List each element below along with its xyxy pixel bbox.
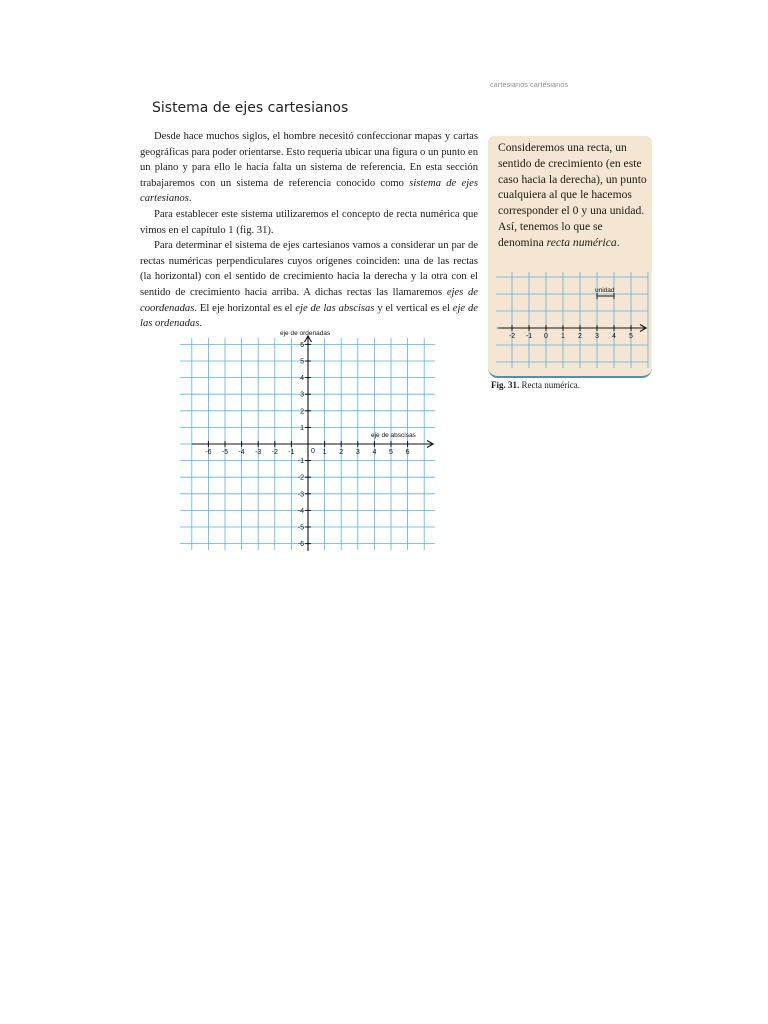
- sidebar-text: [498, 140, 648, 251]
- paragraph-1-end: .: [188, 193, 192, 205]
- figure-caption: [491, 380, 580, 390]
- number-line-figure: [488, 264, 652, 372]
- y-tick-label: -4: [297, 507, 304, 515]
- paragraph-3: [140, 238, 478, 332]
- y-tick-label: -5: [297, 524, 304, 532]
- x-tick-label: 1: [322, 449, 327, 456]
- nl-tick-label: 0: [544, 333, 548, 340]
- y-tick-label: -6: [297, 541, 304, 549]
- y-tick-label: 3: [300, 391, 304, 399]
- paragraph-3-text-2: . El eje horizontal es el: [194, 302, 296, 314]
- number-line-grid: [496, 272, 648, 368]
- unit-label: unidad: [595, 287, 615, 294]
- body-text: [140, 129, 478, 332]
- y-tick-label: -2: [297, 474, 304, 482]
- x-axis-label: eje de abscisas: [371, 432, 416, 439]
- sidebar-text-body: Consideremos una recta, un sentido de crecimiento (en este caso hacia la derecha), un punto cualquiera al que le hacemos corresponder el 0 y una unidad. Así, tenemos lo que se denomina: [498, 141, 647, 249]
- paragraph-1-text: Desde hace muchos siglos, el hombre necesitó confeccionar mapas y cartas geográficas para poder orientarse. Esto requería ubicar una figura o un punto en un plano y para ello le hacía falta un sistema de referencia. En esta sección trabajaremos con un sistema de referencia conocido como: [140, 131, 478, 189]
- nl-tick-label: 5: [629, 333, 633, 340]
- figure-caption-text: Recta numérica.: [521, 380, 580, 390]
- y-tick-label: 4: [300, 375, 304, 383]
- sidebar-text-end: .: [616, 235, 620, 249]
- y-axis-label: eje de ordenadas: [280, 330, 331, 337]
- number-line-ticks: [509, 293, 633, 340]
- cartesian-graph: [170, 326, 440, 556]
- nl-tick-label: 3: [595, 333, 599, 340]
- x-tick-label: -3: [255, 449, 262, 456]
- paragraph-2: Para establecer este sistema utilizaremos el concepto de recta numérica que vimos en el capítulo 1 (fig. 31).: [140, 208, 478, 236]
- x-tick-label: 5: [389, 449, 393, 456]
- term-recta-numerica: recta numérica: [546, 235, 617, 249]
- running-header: cartesianos cartesianos: [490, 82, 569, 89]
- origin-label: 0: [311, 448, 315, 455]
- y-tick-label: 1: [300, 424, 304, 432]
- graph-axes: [192, 336, 433, 551]
- paragraph-3-text: Para determinar el sistema de ejes cartesianos vamos a considerar un par de rectas numéricas perpendiculares cuyos orígenes coinciden: una de las rectas (la horizontal) con el sentido de crecimiento hacia la derecha y la otra con el sentido de crecimiento hacia arriba. A dichas rectas las llamaremos: [140, 240, 478, 298]
- x-tick-label: -6: [205, 449, 212, 456]
- nl-tick-label: -1: [525, 333, 533, 340]
- x-tick-label: 4: [372, 449, 377, 456]
- figure-number: Fig. 31.: [491, 380, 520, 390]
- term-eje-ordenadas: eje de las ordenadas: [140, 302, 478, 330]
- y-tick-label: 6: [300, 341, 304, 349]
- section-title: Sistema de ejes cartesianos: [152, 100, 349, 116]
- nl-tick-label: 2: [578, 333, 582, 340]
- x-tick-label: -2: [271, 449, 278, 456]
- term-eje-abscisas: eje de las abscisas: [295, 302, 375, 314]
- sidebar-box: [488, 136, 652, 378]
- x-tick-label: 2: [339, 449, 344, 456]
- x-tick-label: 3: [355, 449, 360, 456]
- y-tick-label: -1: [297, 458, 304, 466]
- term-sistema-ejes: sistema de ejes cartesianos: [140, 177, 478, 205]
- nl-tick-label: 4: [612, 333, 616, 340]
- number-line-axis: [498, 325, 646, 332]
- x-tick-label: -4: [238, 449, 245, 456]
- x-tick-label: -5: [221, 449, 229, 456]
- paragraph-3-text-3: y el vertical es el: [374, 302, 453, 314]
- y-tick-label: -3: [297, 491, 304, 499]
- paragraph-1: [140, 129, 478, 207]
- x-tick-label: -1: [288, 449, 295, 456]
- y-tick-label: 5: [300, 358, 304, 366]
- x-tick-label: 6: [405, 449, 410, 456]
- y-tick-label: 2: [300, 408, 304, 416]
- nl-tick-label: -2: [508, 333, 516, 340]
- paragraph-3-end: .: [199, 318, 203, 330]
- nl-tick-label: 1: [561, 333, 565, 340]
- term-ejes-coordenadas: ejes de coordenadas: [140, 286, 478, 314]
